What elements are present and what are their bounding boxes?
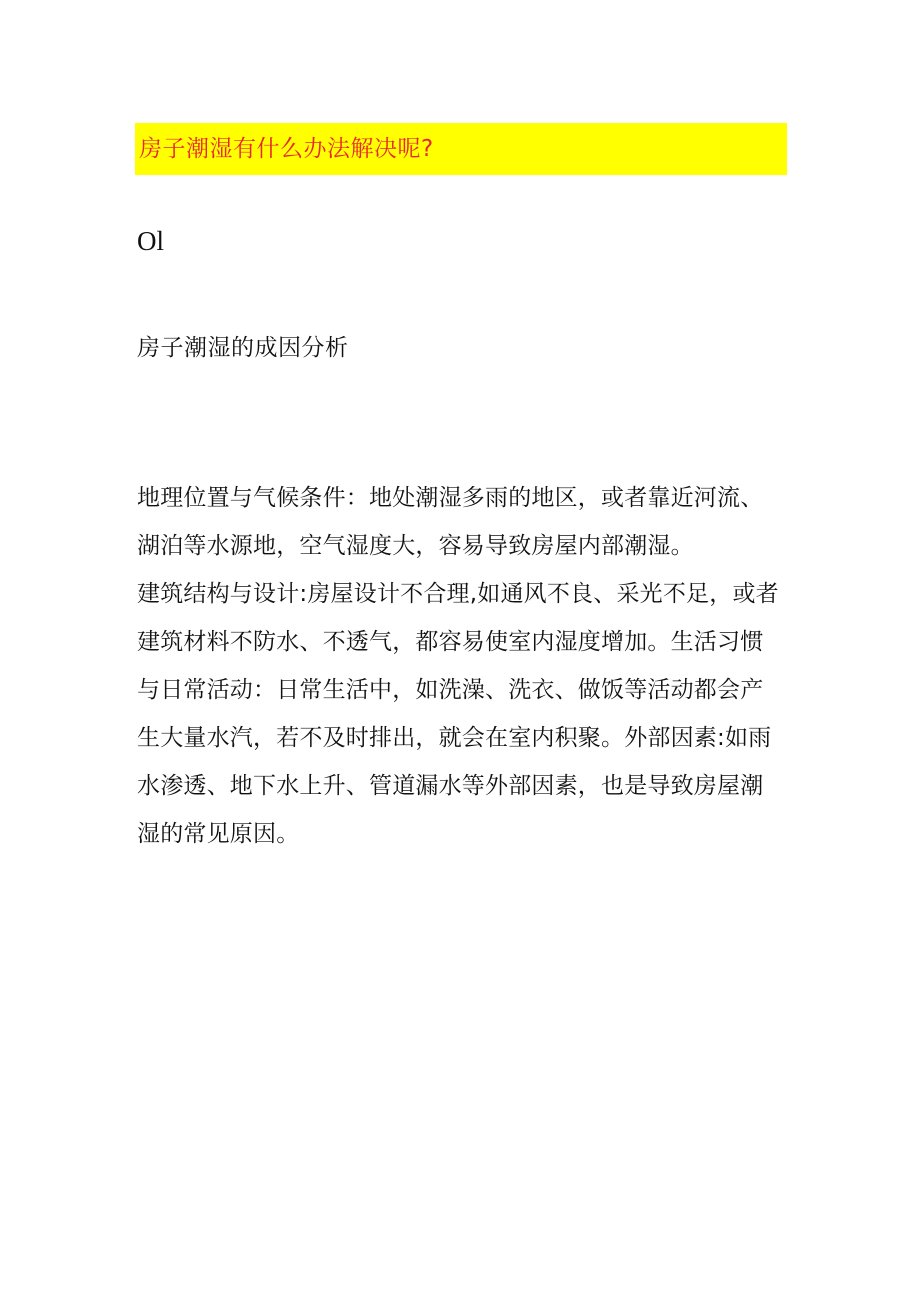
body-line: 水渗透、地下水上升、管道漏水等外部因素，也是导致房屋潮	[137, 773, 764, 799]
body-line: 湖泊等水源地，空气湿度大，容易导致房屋内部潮湿。	[137, 533, 694, 559]
body-line: 建筑材料不防水、不透气，都容易使室内湿度增加。生活习惯	[137, 629, 764, 655]
body-line: 湿的常见原因。	[137, 821, 300, 847]
section-heading: 房子潮湿的成因分析	[137, 335, 349, 361]
body-line: 建筑结构与设计:房屋设计不合理,如通风不良、采光不足，或者	[137, 581, 779, 607]
body-line: 地理位置与气候条件：地处潮湿多雨的地区，或者靠近河流、	[137, 485, 764, 511]
title-highlight	[135, 123, 787, 175]
section-number: Ol	[137, 226, 164, 256]
document-title: 房子潮湿有什么办法解决呢?	[139, 135, 434, 162]
body-paragraph	[137, 474, 777, 858]
body-line: 生大量水汽，若不及时排出，就会在室内积聚。外部因素:如雨	[137, 725, 772, 751]
body-line: 与日常活动：日常生活中，如洗澡、洗衣、做饭等活动都会产	[137, 677, 764, 703]
